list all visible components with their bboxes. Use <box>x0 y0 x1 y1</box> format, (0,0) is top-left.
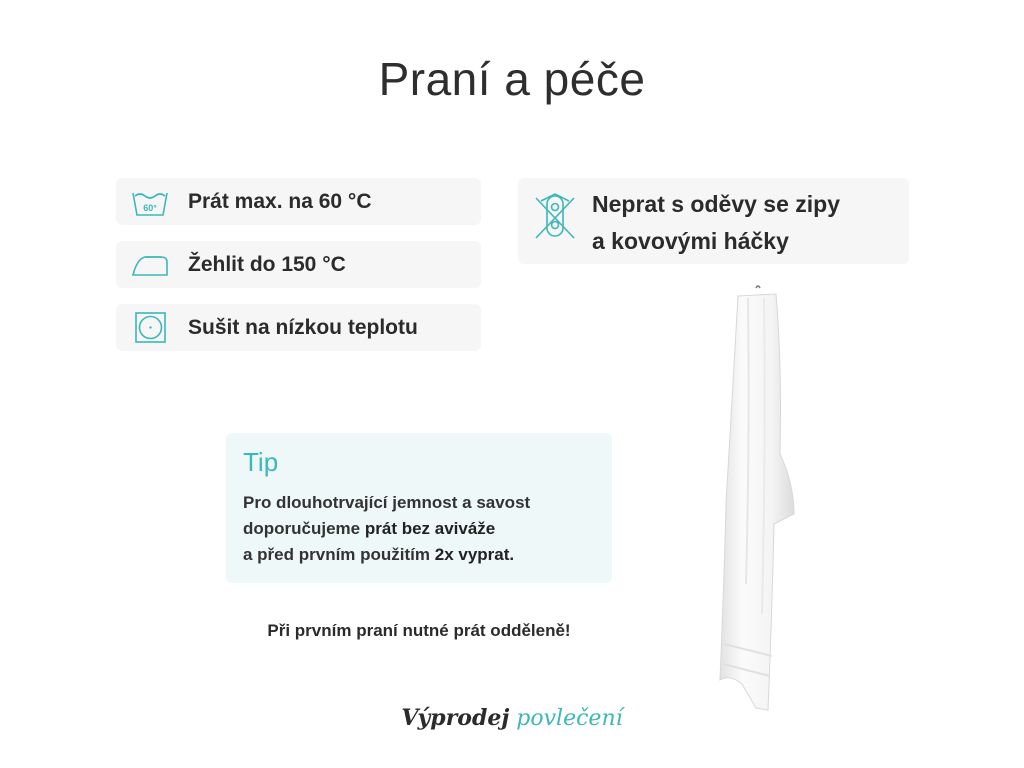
wash-60-icon <box>131 185 169 219</box>
tip-line2 <box>243 516 603 542</box>
towel-image <box>690 284 820 716</box>
separate-wash-warning: Při prvním praní nutné prát odděleně! <box>267 621 571 640</box>
tip-title: Tip <box>243 447 279 477</box>
care-label-iron: Žehlit do 150 °C <box>188 252 346 276</box>
page-title: Praní a péče <box>378 53 646 105</box>
tip-line3 <box>243 542 603 568</box>
tip-box <box>226 433 612 583</box>
wash-temp-text: 60° <box>143 202 157 213</box>
tip-line2-normal: doporučujeme <box>243 519 365 538</box>
tip-line1: Pro dlouhotrvající jemnost a savost <box>243 493 531 512</box>
logo-part1: Výprodej <box>401 705 510 731</box>
care-item-wash <box>116 178 481 225</box>
tip-line2-bold: prát bez aviváže <box>364 519 496 538</box>
brand-logo <box>0 705 1024 731</box>
tip-line3-bold: 2x vyprat. <box>434 545 515 564</box>
logo-part2: povlečení <box>516 706 623 731</box>
care-label-wash: Prát max. na 60 °C <box>188 189 372 213</box>
tumble-dry-low-icon <box>131 311 169 345</box>
zip-warning-text <box>592 186 902 260</box>
no-zipper-icon <box>532 192 578 244</box>
care-label-dry: Sušit na nízkou teplotu <box>188 315 418 339</box>
zip-warning-line2: a kovovými háčky <box>592 228 789 254</box>
tip-line3-normal: a před prvním použitím <box>243 545 435 564</box>
tip-text <box>243 490 603 568</box>
iron-icon <box>131 248 169 282</box>
zip-warning-box <box>518 178 909 264</box>
zip-warning-line1: Neprat s oděvy se zipy <box>592 191 840 217</box>
care-item-iron <box>116 241 481 288</box>
care-item-dry <box>116 304 481 351</box>
